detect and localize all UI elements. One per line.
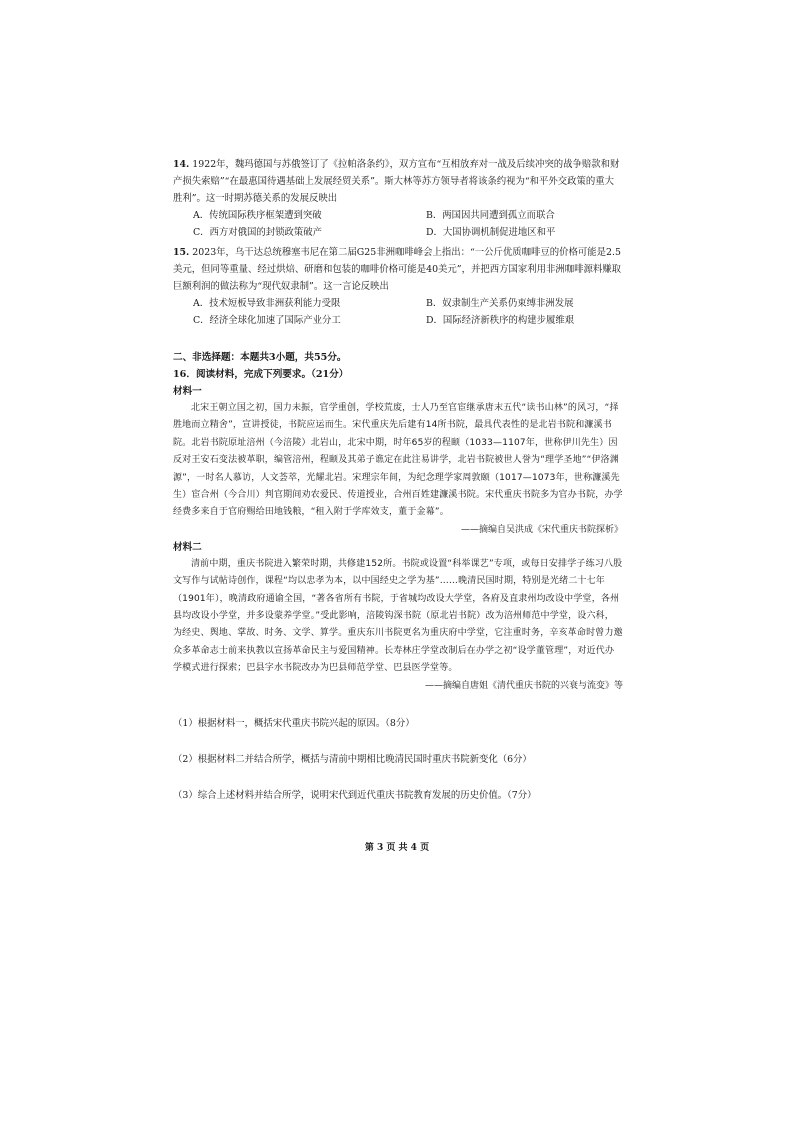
question-15-options xyxy=(173,295,623,329)
question-15-text: 2023年，乌干达总统穆塞韦尼在第二届G25非洲咖啡峰会上指出：“一公斤优质咖啡豆的价格可能是2.5美元，但同等重量、经过烘焙、研磨和包装的咖啡价格可能是40美元”，并把西方国家利用非洲咖啡源料赚取巨额利润的做法称为“现代奴隶制”。这一言论反映出 xyxy=(173,247,621,292)
question-16-title: 16．阅读材料，完成下列要求。（21分） xyxy=(173,369,349,380)
question-14-stem xyxy=(173,156,623,207)
q15-option-d[interactable]: D．国际经济新秩序的构建步履维艰 xyxy=(426,315,575,326)
q14-option-b[interactable]: B．两国因共同遭到孤立而联合 xyxy=(426,210,555,221)
question-14 xyxy=(173,156,623,241)
q15-option-c[interactable]: C．经济全球化加速了国际产业分工 xyxy=(193,315,341,326)
sub-question-3: （3）综合上述材料并结合所学，说明宋代到近代重庆书院教育发展的历史价值。（7分） xyxy=(173,790,537,801)
question-14-text: 1922年，魏玛德国与苏俄签订了《拉帕洛条约》，双方宣布“互相放弃对一战及后续冲突的战争赔款和财产损失索赔”“在最惠国待遇基础上发展经贸关系”。斯大林等苏方领导者将该条约视为“和平外交政策的重大胜利”。这一时期苏德关系的发展反映出 xyxy=(173,159,620,204)
question-14-options xyxy=(173,207,623,241)
material-1-source: ——摘编自吴洪成《宋代重庆书院探析》 xyxy=(460,524,623,535)
question-15 xyxy=(173,244,623,329)
sub-question-2: （2）根据材料二并结合所学，概括与清前中期相比晚清民国时重庆书院新变化（6分） xyxy=(173,754,532,765)
sub-questions xyxy=(173,715,623,804)
q14-option-c[interactable]: C．西方对俄国的封锁政策破产 xyxy=(193,227,323,238)
question-15-stem xyxy=(173,244,623,295)
material-2-label: 材料二 xyxy=(173,541,202,553)
page-footer: 第 3 页 共 4 页 xyxy=(364,843,430,853)
section-2-heading: 二、非选择题：本题共3小题，共55分。 xyxy=(173,352,347,363)
q14-option-a[interactable]: A．传统国际秩序框架遭到突破 xyxy=(193,210,322,221)
material-2-text: 清前中期，重庆书院进入繁荣时期，共修建152所。书院或设置“科举课艺”专项，或每日安排学子练习八股文写作与试帖诗创作，课程“均以忠孝为本，以中国经史之学为基”……晚清民国时期，特别是光绪二十七年（1901年），晚清政府通谕全国，“著各省所有书院，于省城均改设大学堂，各府及直隶州均改设中学堂，各州县均改设小学堂，并多设蒙养学堂。”受此影响，涪陵钩深书院（原北岩书院）改为涪州师范中学堂，设六科，为经史、舆地、掌故、时务、文学、算学。重庆东川书院更名为重庆府中学堂，它注重时务，辛亥革命时曾力邀众多革命志士前来执教以宣扬革命民主与爱国精神。长寿林庄学堂改制后在办学之初“设学董管理”，对近代办学模式进行探索；巴县字水书院改办为巴县师范学堂、巴县医学堂等。 xyxy=(173,558,623,674)
material-1-label: 材料一 xyxy=(173,386,202,397)
question-15-number: 15. xyxy=(173,247,190,258)
sub-question-1: （1）根据材料一，概括宋代重庆书院兴起的原因。（8分） xyxy=(173,718,415,729)
question-14-number: 14. xyxy=(173,159,190,170)
section-2 xyxy=(173,349,623,695)
material-1-text: 北宋王朝立国之初，国力未振，官学重创，学校荒废，士人乃至官宦继承唐末五代“读书山林”的风习，“择胜地而立精舍”，宣讲授徒，书院应运而生。宋代重庆先后建有14所书院，最具代表性的是北岩书院和濂溪书院。北岩书院原址涪州（今涪陵）北岩山，北宋中期，时年65岁的程颐（1033—1107年，世称伊川先生）因反对王安石变法被革职，编管涪州，程颐及其弟子谯定在此注易讲学，北岩书院被世人誉为“理学圣地”“伊洛渊源”，一时名人慕访，人文荟萃，光耀北岩。宋理宗年间，为纪念理学家周敦颐（1017—1073年，世称濂溪先生）宦合州（今合川）判官期间劝农爱民、传道授业，合州百姓建濂溪书院。宋代重庆书院多为官办书院，办学经费多来自于官府赐给田地钱粮，“租入附于学库效支，董于金幕”。 xyxy=(173,403,623,518)
material-2-source: ——摘编自唐姐《清代重庆书院的兴衰与流变》等 xyxy=(424,680,623,691)
q15-option-b[interactable]: B．奴隶制生产关系仍束缚非洲发展 xyxy=(426,298,574,309)
q14-option-d[interactable]: D．大国协调机制促进地区和平 xyxy=(426,227,556,238)
q15-option-a[interactable]: A．技术短板导致非洲获利能力受限 xyxy=(193,298,341,309)
